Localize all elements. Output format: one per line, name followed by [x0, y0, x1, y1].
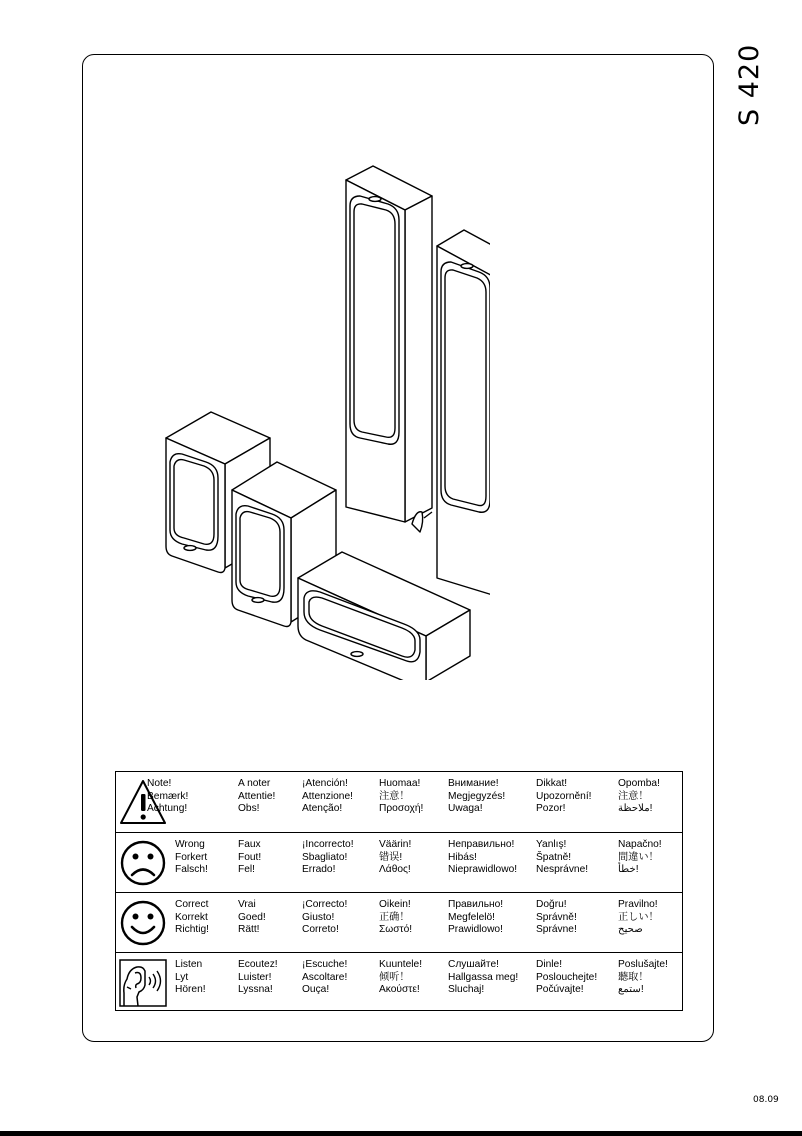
warning-symbols-table	[115, 771, 683, 1011]
listening-ear-icon	[119, 959, 167, 1007]
warning-col: Doğru! Správně! Správne!	[536, 899, 577, 936]
warning-col: Napačno! 間違い！ خطأ!	[618, 839, 662, 876]
speaker-set-illustration	[160, 160, 490, 680]
warning-col: Huomaa! 注意！ Προσοχή!	[379, 778, 424, 815]
warning-col: Yanlış! Špatně! Nesprávne!	[536, 839, 589, 876]
document-date: 08.09	[753, 1095, 779, 1105]
warning-col: Внимание! Megjegyzés! Uwaga!	[448, 778, 506, 815]
warning-row-listen	[116, 952, 682, 1012]
warning-col: Dikkat! Upozornění! Pozor!	[536, 778, 592, 815]
warning-col: Väärin! 错误! Λάθος!	[379, 839, 412, 876]
warning-col: A noter Attentie! Obs!	[238, 778, 276, 815]
warning-col: ¡Correcto! Giusto! Correto!	[302, 899, 348, 936]
warning-col: Opomba! 注意！ ملاحظة!	[618, 778, 660, 815]
warning-col: Неправильно! Hibás! Nieprawidlowo!	[448, 839, 518, 876]
warning-row-note	[116, 772, 682, 832]
warning-col: Oikein! 正确！ Σωστό!	[379, 899, 413, 936]
happy-face-icon	[119, 899, 167, 947]
warning-col: Note! Bemærk! Achtung!	[147, 778, 189, 815]
warning-row-wrong	[116, 832, 682, 892]
warning-row-correct	[116, 892, 682, 952]
floorstander-right-illustration	[437, 230, 490, 604]
warning-col: Слушайте! Hallgassa meg! Sluchaj!	[448, 959, 519, 996]
sad-face-icon	[119, 839, 167, 887]
warning-col: Ecoutez! Luister! Lyssna!	[238, 959, 278, 996]
floorstander-left-illustration	[346, 166, 432, 532]
warning-col: ¡Escuche! Ascoltare! Ouça!	[302, 959, 348, 996]
warning-col: Poslušajte! 聽取！ ستمع!	[618, 959, 668, 996]
warning-col: Listen Lyt Hören!	[175, 959, 206, 996]
warning-col: Pravilno! 正しい！ صحيح	[618, 899, 659, 936]
warning-col: Correct Korrekt Richtig!	[175, 899, 209, 936]
model-title: S 420	[734, 43, 765, 126]
page-bottom-rule	[0, 1131, 802, 1136]
warning-col: Правильно! Megfelelö! Prawidlowo!	[448, 899, 504, 936]
warning-col: ¡Incorrecto! Sbagliato! Errado!	[302, 839, 354, 876]
warning-col: Dinle! Poslouchejte! Počúvajte!	[536, 959, 598, 996]
warning-col: Kuuntele! 倾听！ Ακούστε!	[379, 959, 423, 996]
warning-col: Vrai Goed! Rätt!	[238, 899, 266, 936]
warning-col: Wrong Forkert Falsch!	[175, 839, 208, 876]
warning-col: Faux Fout! Fel!	[238, 839, 262, 876]
warning-col: ¡Atención! Attenzione! Atenção!	[302, 778, 353, 815]
